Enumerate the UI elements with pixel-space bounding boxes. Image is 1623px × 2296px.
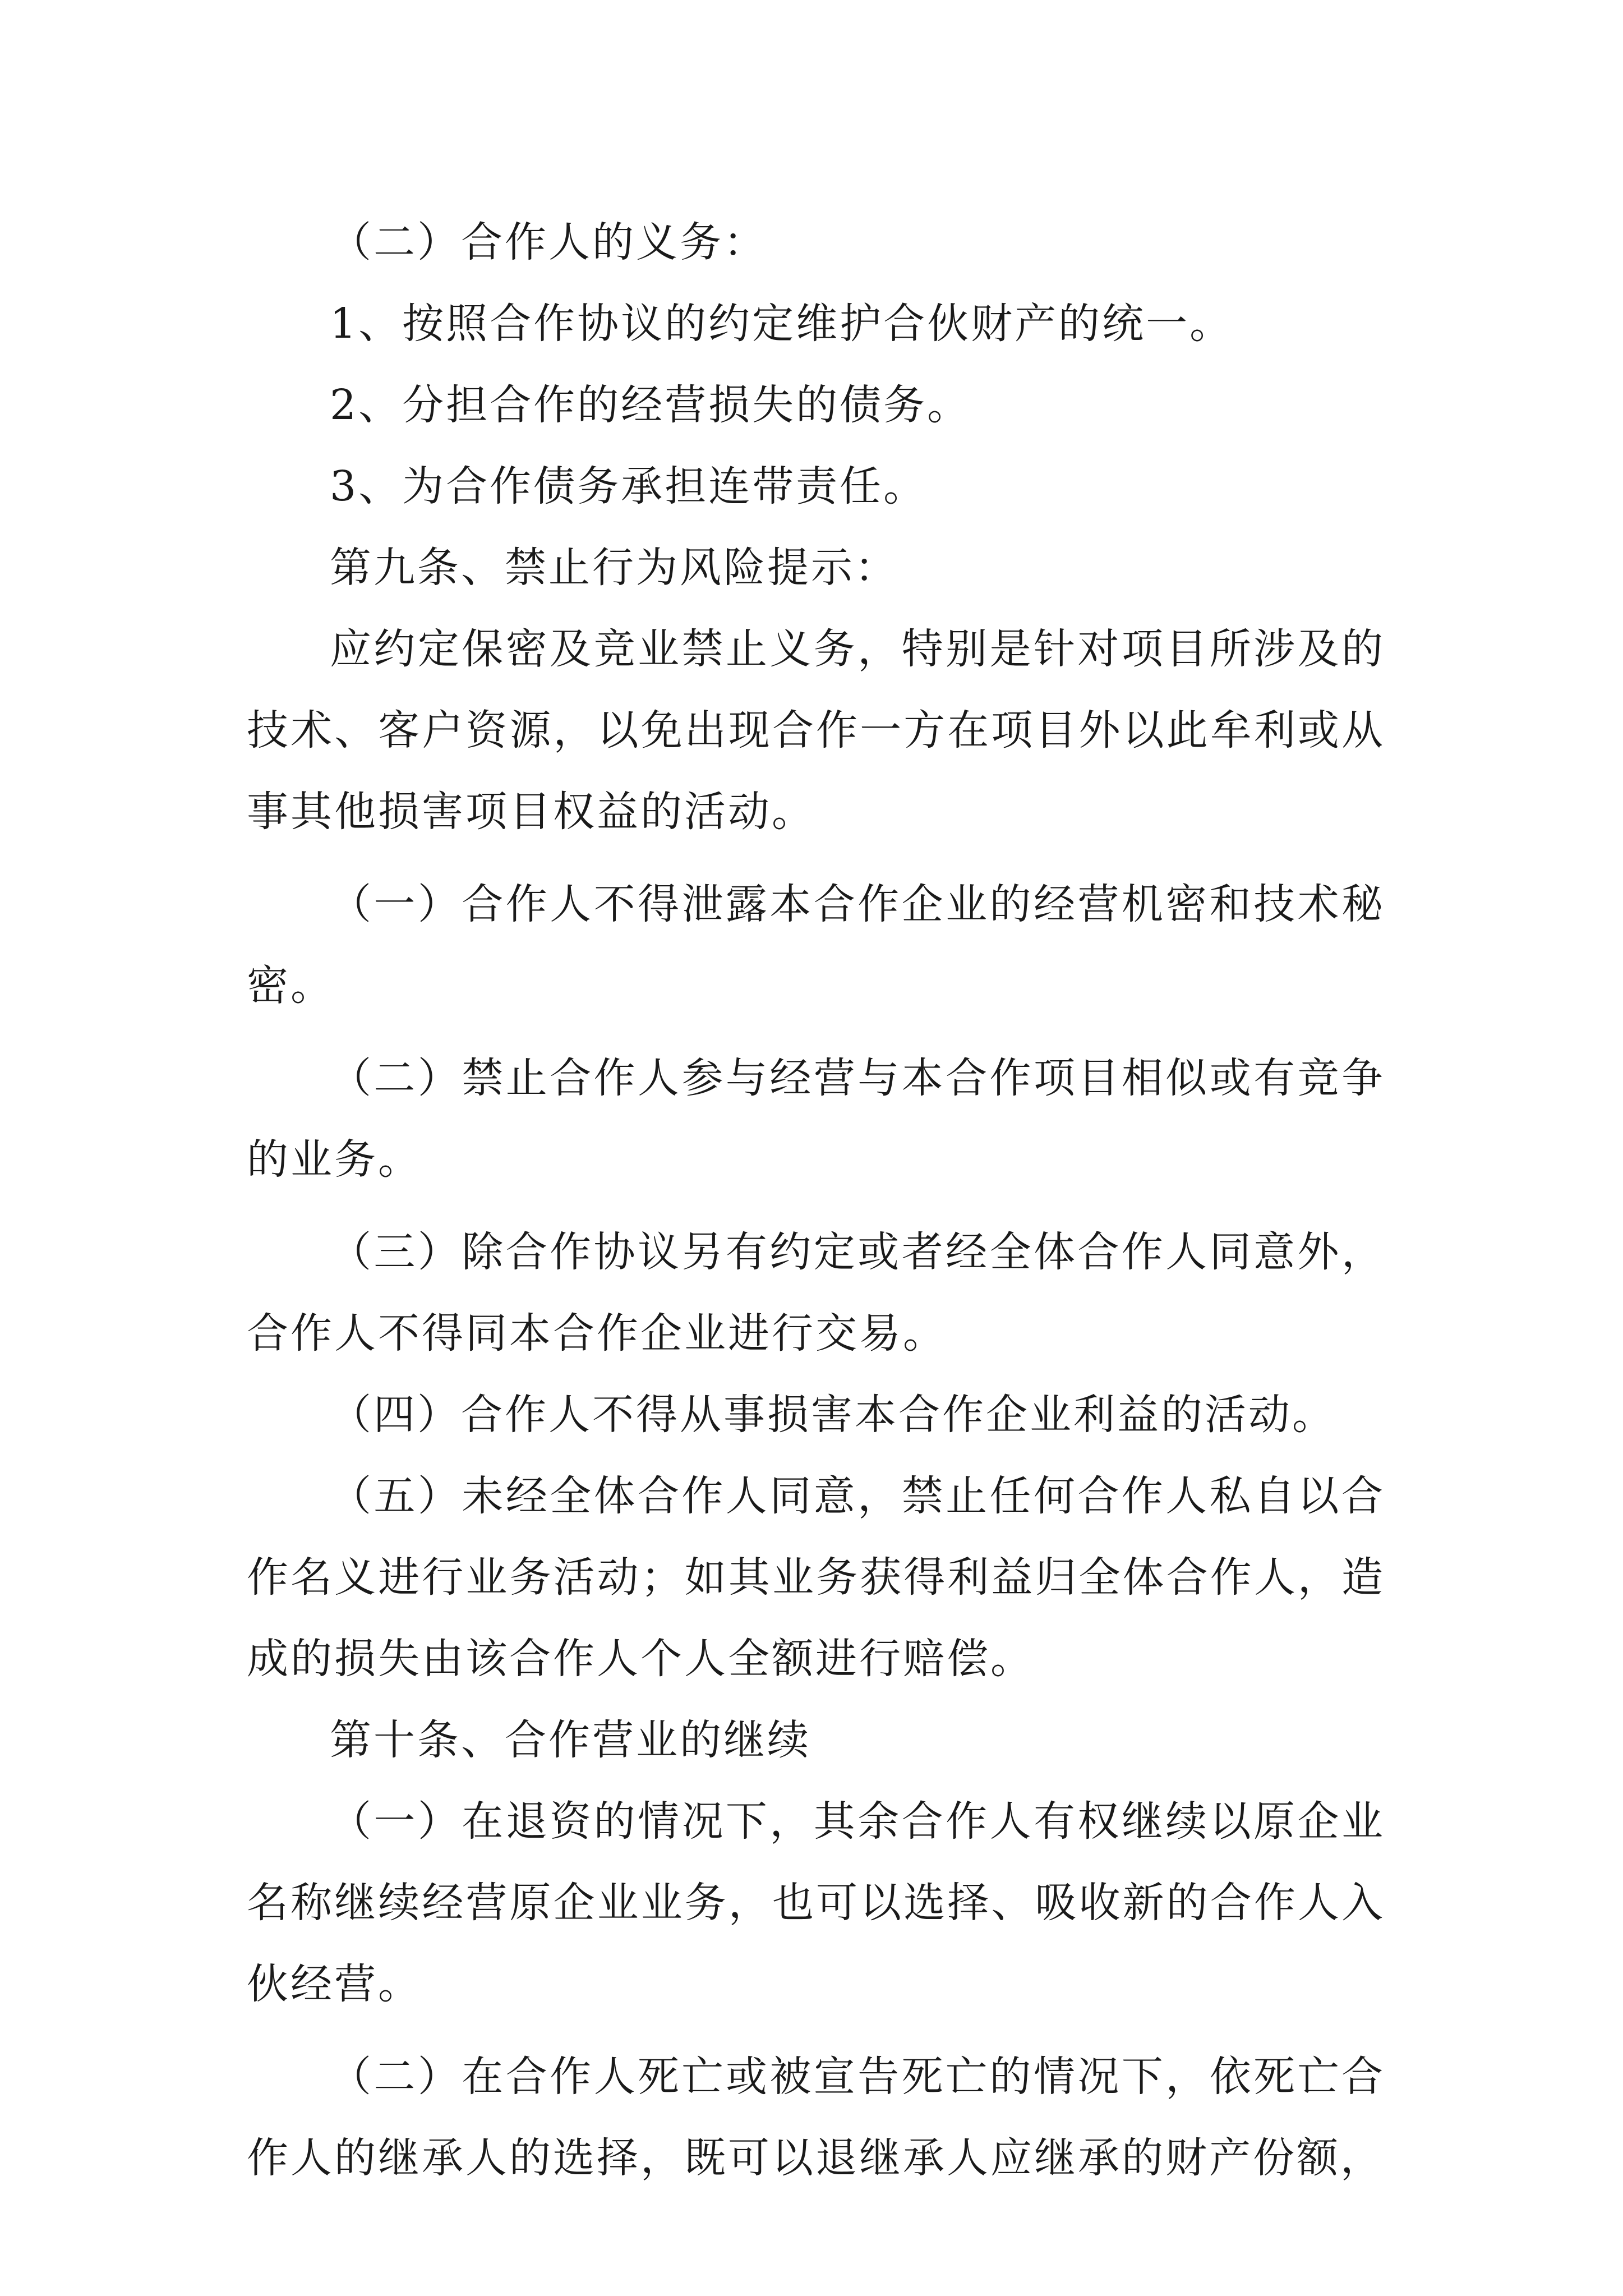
paragraph-continuation-2: （二）在合作人死亡或被宣告死亡的情况下，依死亡合作人的继承人的选择，既可以退继承人应继承的财产份额， bbox=[247, 2053, 1385, 2182]
paragraph-prohibition-2: （二）禁止合作人参与经营与本合作项目相似或有竞争的业务。 bbox=[247, 1054, 1385, 1184]
paragraph-partner-obligations-heading: （二）合作人的义务： bbox=[330, 218, 767, 266]
paragraph-article-10-heading: 第十条、合作营业的继续 bbox=[330, 1716, 811, 1764]
paragraph-prohibition-1: （一）合作人不得泄露本合作企业的经营机密和技术秘密。 bbox=[247, 880, 1385, 1010]
paragraph-prohibition-4: （四）合作人不得从事损害本合作企业利益的活动。 bbox=[330, 1391, 1336, 1439]
paragraph-continuation-1: （一）在退资的情况下，其余合作人有权继续以原企业名称继续经营原企业业务，也可以选择、吸收新的合作人入伙经营。 bbox=[247, 1797, 1385, 2008]
paragraph-article-9-intro: 应约定保密及竞业禁止义务，特别是针对项目所涉及的技术、客户资源，以免出现合作一方在项目外以此牟利或从事其他损害项目权益的活动。 bbox=[247, 625, 1385, 836]
paragraph-prohibition-3: （三）除合作协议另有约定或者经全体合作人同意外，合作人不得同本合作企业进行交易。 bbox=[247, 1228, 1385, 1358]
paragraph-obligation-3: 3、为合作债务承担连带责任。 bbox=[330, 462, 928, 510]
document-body bbox=[247, 202, 1385, 2199]
paragraph-obligation-1: 1、按照合作协议的约定维护合伙财产的统一。 bbox=[330, 300, 1234, 348]
paragraph-obligation-2: 2、分担合作的经营损失的债务。 bbox=[330, 381, 971, 429]
paragraph-article-9-heading: 第九条、禁止行为风险提示： bbox=[330, 544, 898, 592]
paragraph-prohibition-5: （五）未经全体合作人同意，禁止任何合作人私自以合作名义进行业务活动；如其业务获得利益归全体合作人，造成的损失由该合作人个人全额进行赔偿。 bbox=[247, 1472, 1385, 1683]
